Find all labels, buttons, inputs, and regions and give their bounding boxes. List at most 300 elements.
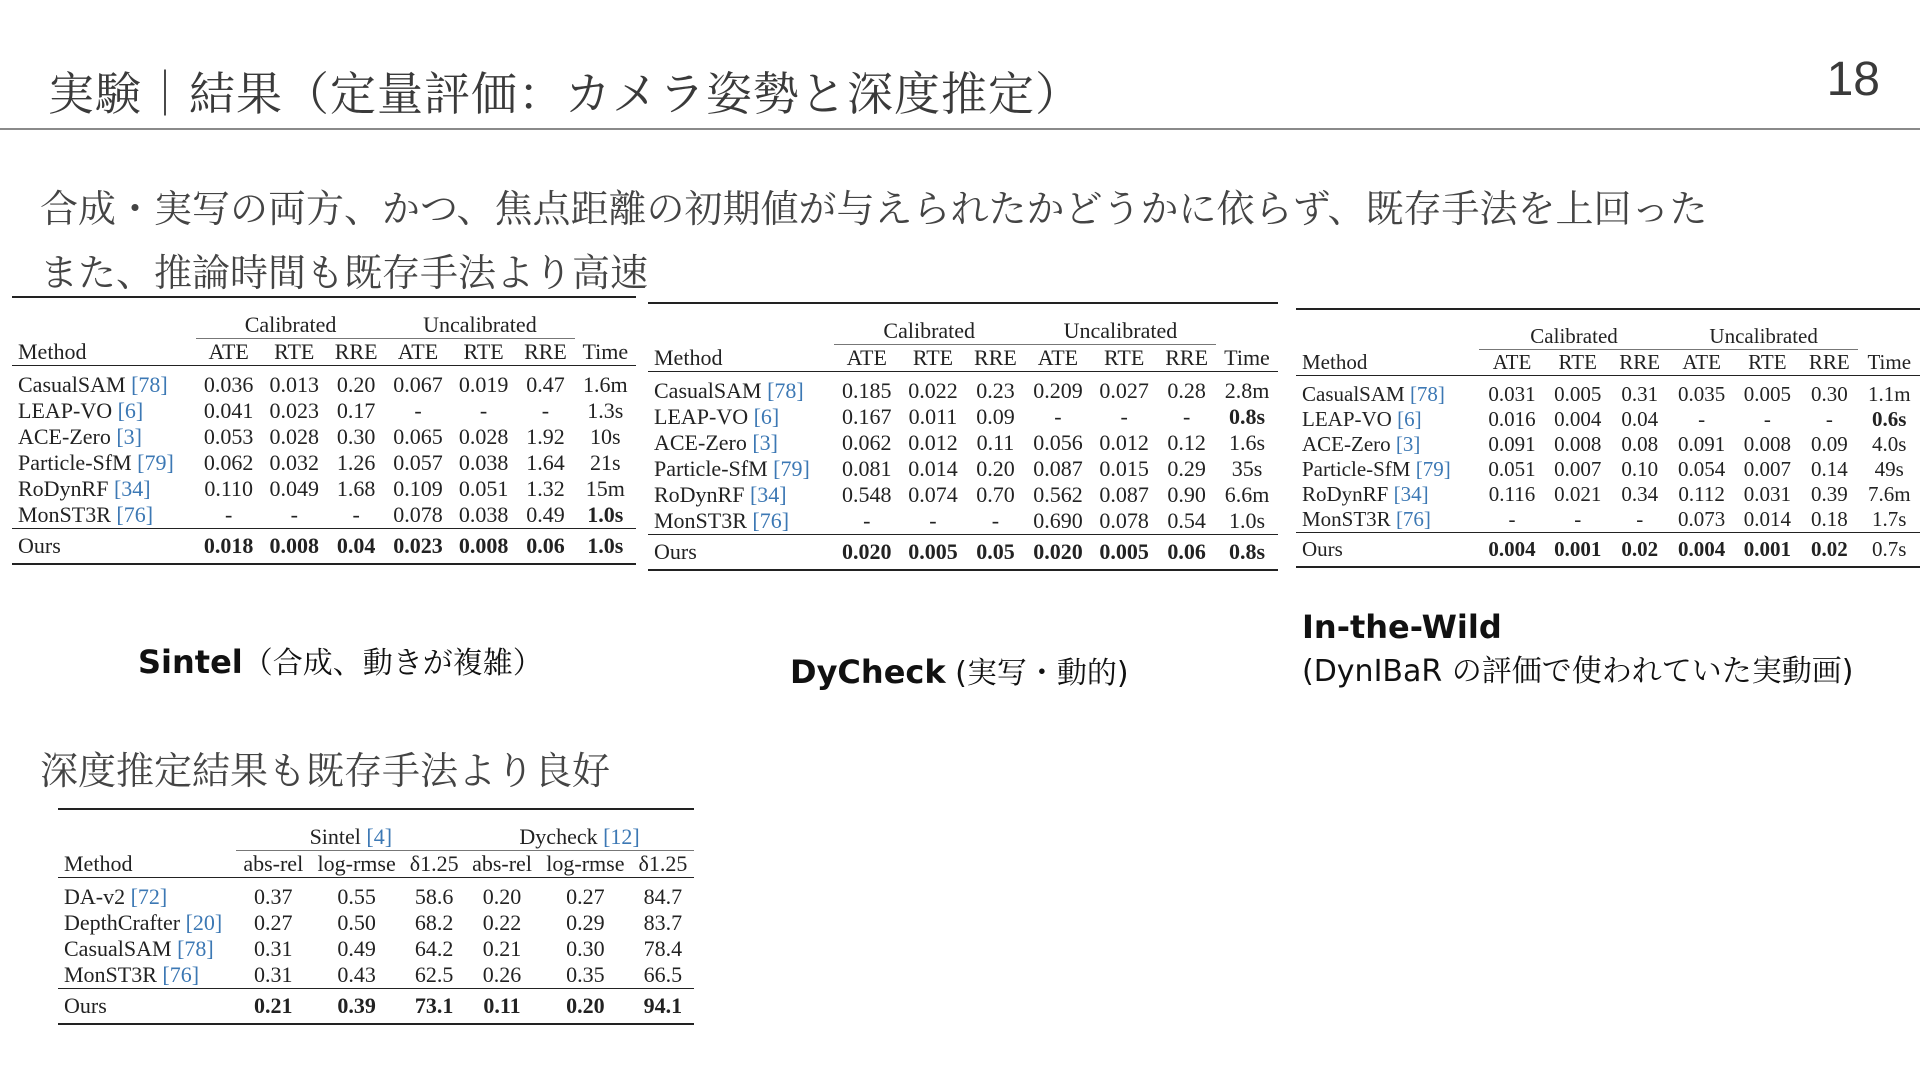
method-name: ACE-Zero [654, 430, 747, 455]
value-cell: - [225, 502, 233, 527]
group-header-row [1296, 324, 1920, 350]
value-cell: 0.012 [908, 430, 958, 455]
method-name: MonST3R [1302, 507, 1391, 531]
value-cell: 0.54 [1167, 508, 1206, 533]
value-cell: 83.7 [643, 910, 683, 935]
column-header: Method [1302, 349, 1368, 374]
value-cell: 0.020 [1033, 539, 1083, 564]
value-cell: 0.036 [203, 372, 254, 397]
column-header: RRE [334, 339, 378, 364]
citation-ref: [3] [1395, 432, 1421, 456]
citation-ref: [6] [117, 398, 144, 423]
value-cell: 0.081 [842, 456, 892, 481]
method-cell [648, 378, 834, 404]
value-cell: 0.548 [842, 482, 892, 507]
value-cell: 66.5 [643, 962, 683, 987]
value-cell: 0.22 [482, 910, 522, 935]
ours-row [58, 993, 694, 1019]
value-cell: 0.014 [1743, 507, 1791, 531]
value-cell: 0.019 [458, 372, 509, 397]
value-cell: 1.92 [526, 424, 565, 449]
method-cell [648, 539, 834, 565]
table-rule-cell [1296, 309, 1920, 324]
value-cell: 0.6s [1872, 407, 1907, 431]
value-cell: 1.1m [1867, 382, 1911, 406]
value-cell: 0.18 [1810, 507, 1848, 531]
value-cell: 0.091 [1678, 432, 1726, 456]
dycheck-caption-rest: (実写・動的) [945, 656, 1129, 691]
value-cell: 0.06 [1167, 539, 1206, 564]
column-header: RTE [1104, 345, 1145, 370]
value-cell: 0.20 [566, 993, 605, 1018]
column-header: ATE [208, 339, 249, 364]
table-rule [12, 297, 636, 312]
value-cell: 0.05 [976, 539, 1015, 564]
citation-ref: [4] [366, 824, 393, 849]
column-header: RTE [463, 339, 504, 364]
value-cell: 0.073 [1678, 507, 1726, 531]
value-cell: 0.31 [1621, 382, 1659, 406]
citation-ref: [79] [1415, 457, 1451, 481]
table-row [648, 508, 1278, 535]
pose-table [648, 302, 1278, 571]
value-cell: 0.09 [1810, 432, 1848, 456]
method-name: RoDynRF [18, 476, 109, 501]
value-cell: 0.007 [1554, 457, 1602, 481]
method-name: RoDynRF [654, 482, 745, 507]
dycheck-pose-table [648, 302, 1278, 602]
group-sintel-label: Sintel [309, 824, 361, 849]
value-cell: 0.06 [526, 533, 565, 558]
depth-table [58, 808, 694, 1052]
value-cell: 6.6m [1224, 482, 1270, 507]
method-name: ACE-Zero [1302, 432, 1391, 456]
method-cell [58, 884, 236, 910]
column-header: log-rmse [317, 851, 396, 876]
method-cell [648, 430, 834, 456]
inthewild-caption-rest: (DynIBaR の評価で使われていた実動画) [1302, 654, 1854, 689]
method-cell [1296, 537, 1479, 562]
value-cell: 0.021 [1554, 482, 1602, 506]
method-cell [12, 424, 196, 450]
table-row [12, 398, 636, 424]
value-cell: 0.005 [908, 539, 958, 564]
value-cell: 0.12 [1167, 430, 1206, 455]
value-cell: 0.023 [269, 398, 319, 423]
table-row [648, 404, 1278, 430]
value-cell: 1.6s [1228, 430, 1266, 455]
dycheck-caption-bold: DyCheck [790, 653, 946, 691]
group-header-row [12, 312, 636, 339]
value-cell: 0.30 [1810, 382, 1848, 406]
value-cell: 1.26 [336, 450, 376, 475]
value-cell: 84.7 [643, 884, 683, 909]
value-cell: 0.04 [336, 533, 376, 558]
value-cell: 0.43 [337, 962, 376, 987]
slide-title: 実験｜結果（定量評価：カメラ姿勢と深度推定） [48, 67, 1082, 121]
value-cell: - [541, 398, 550, 423]
sintel-caption-bold: Sintel [138, 643, 243, 681]
value-cell: - [479, 398, 488, 423]
value-cell: 0.27 [254, 910, 293, 935]
value-cell: 0.112 [1678, 482, 1725, 506]
table-row [12, 450, 636, 476]
column-header: ATE [397, 339, 439, 364]
value-cell: 0.022 [908, 378, 958, 403]
table-row [648, 378, 1278, 404]
method-cell [12, 533, 196, 559]
citation-ref: [76] [116, 502, 154, 527]
method-name: LEAP-VO [18, 398, 113, 423]
column-header: RRE [974, 345, 1017, 370]
value-cell: 0.056 [1033, 430, 1083, 455]
value-cell: 0.014 [908, 456, 958, 481]
table-rule-cell [1296, 562, 1920, 567]
method-name: CasualSAM [654, 378, 762, 403]
value-cell: 0.001 [1554, 537, 1602, 561]
depth-heading: 深度推定結果も既存手法より良好 [40, 749, 611, 793]
value-cell: 0.013 [269, 372, 319, 397]
value-cell: 0.04 [1621, 407, 1659, 431]
column-header: RTE [912, 345, 954, 370]
value-cell: 0.10 [1621, 457, 1659, 481]
value-cell: 0.051 [458, 476, 509, 501]
value-cell: - [1054, 404, 1062, 429]
value-cell: - [1763, 407, 1771, 431]
citation-ref: [79] [137, 450, 174, 475]
column-header-row [58, 851, 694, 878]
value-cell: 0.008 [1743, 432, 1791, 456]
value-cell: 0.31 [254, 962, 293, 987]
citation-ref: [78] [177, 936, 214, 961]
value-cell: 0.02 [1810, 537, 1848, 561]
value-cell: 1.32 [526, 476, 565, 501]
value-cell: 0.23 [976, 378, 1015, 403]
method-name: DepthCrafter [64, 910, 181, 935]
table-row [1296, 382, 1920, 407]
value-cell: 0.078 [393, 502, 443, 527]
column-header: Time [1867, 349, 1912, 374]
method-cell [1296, 507, 1479, 533]
value-cell: 0.054 [1678, 457, 1726, 481]
value-cell: 0.8s [1228, 539, 1266, 564]
column-header: ATE [1682, 350, 1721, 374]
column-header: ATE [1037, 345, 1079, 370]
table-rule-cell [58, 809, 694, 824]
method-cell [12, 476, 196, 502]
value-cell: 0.062 [842, 430, 892, 455]
value-cell: 0.078 [1099, 508, 1149, 533]
value-cell: 4.0s [1872, 432, 1907, 456]
table-row [1296, 432, 1920, 457]
table-row [58, 910, 694, 936]
value-cell: - [1698, 407, 1706, 431]
citation-ref: [20] [185, 910, 223, 935]
value-cell: 0.8s [1228, 404, 1266, 429]
value-cell: 0.21 [482, 936, 522, 961]
column-header-row [12, 339, 636, 366]
dycheck-caption [790, 648, 1129, 692]
method-cell [12, 450, 196, 476]
method-name: Ours [1302, 537, 1343, 561]
group-spacer [1858, 324, 1920, 350]
ours-row [648, 539, 1278, 565]
pose-table [1296, 308, 1920, 568]
column-header-row [648, 345, 1278, 372]
value-cell: - [929, 508, 937, 533]
value-cell: 1.6m [582, 372, 628, 397]
table-row [12, 502, 636, 529]
column-header: RRE [524, 339, 567, 364]
value-cell: 0.690 [1033, 508, 1083, 533]
column-header: Method [654, 344, 723, 370]
value-cell: 1.3s [587, 398, 624, 423]
method-cell [12, 372, 196, 398]
value-cell: 10s [590, 424, 621, 449]
value-cell: 0.39 [1810, 482, 1848, 506]
value-cell: 0.035 [1678, 382, 1726, 406]
value-cell: 0.004 [1678, 537, 1726, 561]
method-cell [648, 508, 834, 535]
value-cell: 0.038 [458, 502, 509, 527]
value-cell: 0.35 [566, 962, 605, 987]
value-cell: 0.02 [1621, 537, 1659, 561]
value-cell: 0.47 [526, 372, 565, 397]
pose-table [12, 296, 636, 565]
method-cell [1296, 407, 1479, 432]
value-cell: 0.057 [393, 450, 443, 475]
table-rule-cell [648, 303, 1278, 318]
sintel-caption [138, 638, 543, 682]
group-spacer [12, 312, 196, 339]
method-name: DA-v2 [64, 884, 126, 909]
sintel-caption-rest: （合成、動きが複雑） [242, 646, 543, 681]
column-header: abs-rel [243, 851, 304, 876]
value-cell: 0.031 [1743, 482, 1791, 506]
value-cell: 64.2 [414, 936, 454, 961]
group-spacer [575, 312, 636, 339]
inthewild-caption [1302, 608, 1853, 690]
citation-ref: [78] [131, 372, 168, 397]
table-row [648, 456, 1278, 482]
value-cell: 0.074 [908, 482, 958, 507]
table-rule-cell [58, 1019, 694, 1024]
method-cell [648, 404, 834, 430]
intro-line-1: 合成・実写の両方、かつ、焦点距離の初期値が与えられたかどうかに依らず、既存手法を上回った [40, 187, 1708, 231]
page-number: 18 [1826, 53, 1880, 106]
value-cell: 1.0s [587, 502, 624, 527]
group-calibrated: Calibrated [834, 318, 1025, 345]
intro-line-2: また、推論時間も既存手法より高速 [40, 251, 649, 295]
value-cell: 1.7s [1872, 507, 1907, 531]
value-cell: 0.023 [393, 533, 443, 558]
value-cell: 0.028 [458, 424, 509, 449]
citation-ref: [34] [749, 482, 787, 507]
group-uncalibrated: Uncalibrated [1669, 324, 1859, 350]
value-cell: 35s [1231, 456, 1263, 481]
column-header: RTE [1558, 350, 1597, 374]
table-row [1296, 407, 1920, 432]
value-cell: - [1182, 404, 1191, 429]
method-cell [58, 962, 236, 989]
column-header: abs-rel [472, 851, 532, 876]
value-cell: 0.012 [1099, 430, 1149, 455]
value-cell: 94.1 [643, 993, 683, 1018]
value-cell: 0.562 [1033, 482, 1083, 507]
table-row [1296, 482, 1920, 507]
column-header: Time [582, 338, 629, 364]
method-name: MonST3R [18, 502, 111, 527]
value-cell: 0.001 [1743, 537, 1791, 561]
value-cell: 0.37 [254, 884, 293, 909]
value-cell: 0.015 [1099, 456, 1149, 481]
table-rule [648, 303, 1278, 318]
citation-ref: [76] [162, 962, 200, 987]
value-cell: 0.29 [566, 910, 605, 935]
value-cell: 0.053 [203, 424, 254, 449]
group-uncalibrated: Uncalibrated [1025, 318, 1216, 345]
method-name: MonST3R [654, 508, 747, 533]
ours-row [1296, 537, 1920, 562]
table-row [58, 936, 694, 962]
value-cell: 0.027 [1099, 378, 1149, 403]
method-cell [12, 398, 196, 424]
value-cell: 0.028 [269, 424, 319, 449]
method-cell [1296, 432, 1479, 457]
method-name: RoDynRF [1302, 482, 1389, 506]
value-cell: 0.011 [908, 404, 958, 429]
column-header: Method [18, 338, 87, 364]
group-dycheck-label: Dycheck [519, 824, 598, 849]
table-row [12, 424, 636, 450]
value-cell: 0.27 [566, 884, 605, 909]
table-row [58, 962, 694, 989]
value-cell: 0.008 [458, 533, 509, 558]
value-cell: 0.209 [1033, 378, 1083, 403]
value-cell: 0.041 [203, 398, 254, 423]
value-cell: 1.68 [336, 476, 376, 501]
column-header: RRE [1619, 350, 1661, 374]
method-name: Particle-SfM [654, 456, 768, 481]
value-cell: 0.14 [1810, 457, 1848, 481]
citation-ref: [78] [767, 378, 804, 403]
group-uncalibrated: Uncalibrated [385, 312, 574, 339]
value-cell: 0.20 [976, 456, 1015, 481]
column-header: ATE [846, 345, 887, 370]
method-cell [58, 910, 236, 936]
value-cell: 0.39 [337, 993, 376, 1018]
method-cell [1296, 482, 1479, 507]
value-cell: 0.11 [976, 430, 1015, 455]
value-cell: 0.065 [393, 424, 443, 449]
value-cell: 0.031 [1488, 382, 1536, 406]
value-cell: 58.6 [414, 884, 454, 909]
value-cell: 0.049 [269, 476, 319, 501]
value-cell: 21s [590, 450, 621, 475]
column-header: log-rmse [546, 851, 625, 876]
value-cell: 15m [585, 476, 625, 501]
method-cell [1296, 457, 1479, 482]
sintel-pose-table [12, 296, 636, 596]
value-cell: - [863, 508, 871, 533]
value-cell: 7.6m [1867, 482, 1911, 506]
value-cell: 0.49 [337, 936, 376, 961]
citation-ref: [3] [752, 430, 779, 455]
value-cell: 68.2 [414, 910, 454, 935]
group-spacer [1216, 318, 1278, 345]
group-calibrated: Calibrated [1479, 324, 1669, 350]
column-header: RRE [1165, 345, 1209, 370]
value-cell: 0.29 [1167, 456, 1206, 481]
citation-ref: [12] [603, 824, 640, 849]
citation-ref: [76] [1395, 507, 1431, 531]
group-calibrated: Calibrated [196, 312, 385, 339]
value-cell: 0.087 [1099, 482, 1149, 507]
value-cell: 0.21 [254, 993, 293, 1018]
value-cell: 0.34 [1621, 482, 1659, 506]
method-name: Ours [18, 533, 61, 558]
value-cell: 0.30 [336, 424, 376, 449]
value-cell: - [1636, 507, 1644, 531]
value-cell: 1.64 [526, 450, 565, 475]
column-header: RTE [1748, 350, 1787, 374]
method-name: CasualSAM [64, 936, 172, 961]
group-dycheck [465, 824, 694, 851]
citation-ref: [76] [752, 508, 790, 533]
value-cell: 0.032 [269, 450, 319, 475]
value-cell: 49s [1874, 457, 1904, 481]
group-header-row [58, 824, 694, 851]
value-cell: 0.55 [337, 884, 376, 909]
column-header: δ1.25 [638, 851, 688, 876]
value-cell: 0.091 [1488, 432, 1536, 456]
value-cell: 0.30 [566, 936, 605, 961]
table-row [12, 476, 636, 502]
column-header: Time [1224, 344, 1270, 370]
group-spacer [58, 824, 236, 851]
table-row [12, 372, 636, 398]
inthewild-caption-bold: In-the-Wild [1302, 608, 1502, 646]
value-cell: 0.008 [1554, 432, 1602, 456]
table-row [648, 430, 1278, 456]
value-cell: 0.004 [1488, 537, 1536, 561]
value-cell: 0.051 [1488, 457, 1536, 481]
value-cell: 0.20 [482, 884, 522, 909]
value-cell: - [1574, 507, 1582, 531]
value-cell: 0.49 [526, 502, 565, 527]
method-name: CasualSAM [18, 372, 126, 397]
table-rule-cell [12, 559, 636, 564]
table-rule [58, 1019, 694, 1024]
value-cell: 0.09 [976, 404, 1015, 429]
value-cell: 0.11 [483, 993, 521, 1018]
method-cell [648, 482, 834, 508]
value-cell: 0.004 [1554, 407, 1602, 431]
value-cell: 78.4 [643, 936, 683, 961]
method-name: Ours [64, 993, 107, 1018]
value-cell: 0.062 [203, 450, 254, 475]
value-cell: - [1508, 507, 1516, 531]
value-cell: 0.167 [842, 404, 892, 429]
method-cell [1296, 382, 1479, 407]
depth-metrics-table [58, 808, 694, 1025]
table-rule [1296, 309, 1920, 324]
value-cell: 0.31 [254, 936, 293, 961]
table-row [1296, 457, 1920, 482]
value-cell: 0.109 [393, 476, 443, 501]
value-cell: - [290, 502, 298, 527]
table-rule [648, 565, 1278, 570]
